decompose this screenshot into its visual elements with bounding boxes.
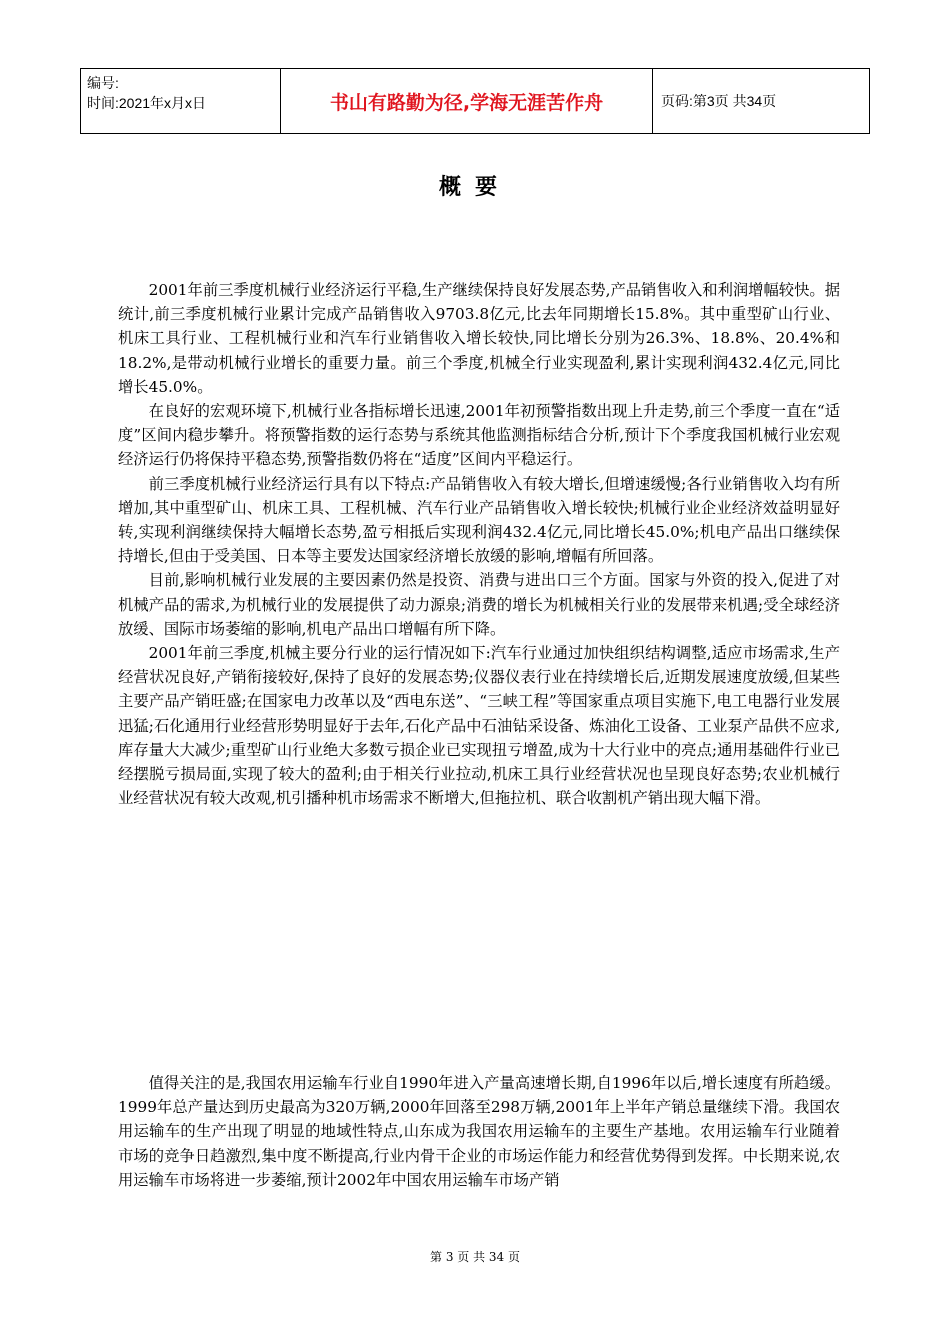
page-footer: 第 3 页 共 34 页 [430, 1250, 520, 1264]
body-block-main [118, 278, 840, 810]
paragraph: 值得关注的是,我国农用运输车行业自1990年进入产量高速增长期,自1996年以后,增长速度有所趋缓。1999年总产量达到历史最高为320万辆,2000年回落至298万辆,2001年上半年产销总量继续下滑。我国农用运输车的生产出现了明显的地域性特点,山东成为我国农用运输车的主要生产基地。农用运输车行业随着市场的竞争日趋激烈,集中度不断提高,行业内骨干企业的市场运作能力和经营优势得到发挥。中长期来说,农用运输车市场将进一步萎缩,预计2002年中国农用运输车市场产销 [118, 1074, 840, 1189]
paragraph: 前三季度机械行业经济运行具有以下特点:产品销售收入有较大增长,但增速缓慢;各行业销售收入均有所增加,其中重型矿山、机床工具、工程机械、汽车行业产品销售收入增长较快;机械行业企业经济效益明显好转,实现利润继续保持大幅增长态势,盈亏相抵后实现利润432.4亿元,同比增长45.0%;机电产品出口继续保持增长,但由于受美国、日本等主要发达国家经济增长放缓的影响,增幅有所回落。 [118, 474, 840, 566]
paragraph: 2001年前三季度机械行业经济运行平稳,生产继续保持良好发展态势,产品销售收入和利润增幅较快。据统计,前三季度机械行业累计完成产品销售收入9703.8亿元,比去年同期增长15.8%。其中重型矿山行业、机床工具行业、工程机械行业和汽车行业销售收入增长较快,同比增长分别为26.3%、18.8%、20.4%和18.2%,是带动机械行业增长的重要力量。前三个季度,机械全行业实现盈利,累计实现利润432.4亿元,同比增长45.0%。 [118, 281, 840, 396]
page-title: 概要 [438, 175, 511, 200]
header-motto: 书山有路勤为径,学海无涯苦作舟 [281, 69, 653, 133]
doc-time-label: 时间:2021年x月x日 [87, 95, 207, 111]
header-table [80, 68, 870, 134]
header-page-info: 页码:第3页 共34页 [661, 93, 777, 109]
paragraph: 在良好的宏观环境下,机械行业各指标增长迅速,2001年初预警指数出现上升走势,前三个季度一直在“适度”区间内稳步攀升。将预警指数的运行态势与系统其他监测指标结合分析,预计下个季度我国机械行业宏观经济运行仍将保持平稳态势,预警指数仍将在“适度”区间内平稳运行。 [118, 402, 840, 469]
body-block-secondary [118, 1071, 840, 1192]
doc-number-label: 编号: [87, 75, 119, 91]
paragraph: 2001年前三季度,机械主要分行业的运行情况如下:汽车行业通过加快组织结构调整,适应市场需求,生产经营状况良好,产销衔接较好,保持了良好的发展态势;仪器仪表行业在持续增长后,近期发展速度放缓,但某些主要产品产销旺盛;在国家电力改革以及“西电东送”、“三峡工程”等国家重点项目实施下,电工电器行业发展迅猛;石化通用行业经营形势明显好于去年,石化产品中石油钻采设备、炼油化工设备、工业泵产品供不应求,库存量大大减少;重型矿山行业绝大多数亏损企业已实现扭亏增盈,成为十大行业中的亮点;通用基础件行业已经摆脱亏损局面,实现了较大的盈利;由于相关行业拉动,机床工具行业经营状况也呈现良好态势;农业机械行业经营状况有较大改观,机引播种机市场需求不断增大,但拖拉机、联合收割机产销出现大幅下滑。 [118, 644, 840, 808]
paragraph: 目前,影响机械行业发展的主要因素仍然是投资、消费与进出口三个方面。国家与外资的投入,促进了对机械产品的需求,为机械行业的发展提供了动力源泉;消费的增长为机械相关行业的发展带来机遇;受全球经济放缓、国际市场萎缩的影响,机电产品出口增幅有所下降。 [118, 571, 840, 638]
header-meta-cell [81, 69, 281, 133]
